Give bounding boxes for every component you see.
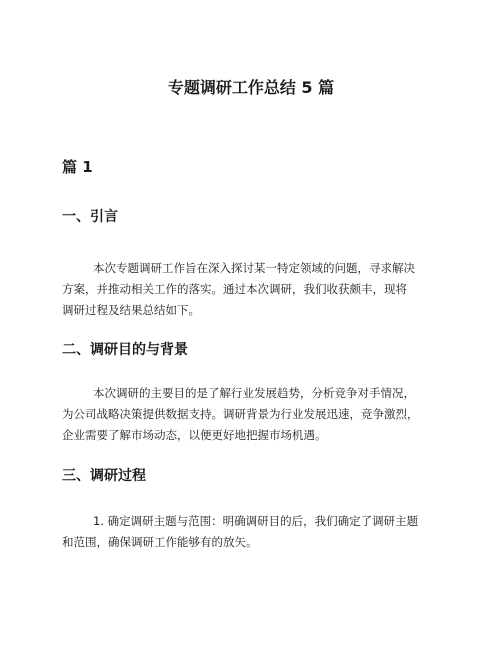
section-paragraph-process [62, 511, 442, 553]
section-heading-process: 三、调研过程 [62, 468, 146, 484]
paragraph-line: 和范围，确保调研工作能够有的放矢。 [62, 535, 258, 549]
section-heading-purpose: 二、调研目的与背景 [62, 342, 188, 358]
paragraph-line: 方案，并推动相关工作的落实。通过本次调研，我们收获颇丰，现将 [62, 282, 407, 296]
paragraph-line: 本次调研的主要目的是了解行业发展趋势，分析竞争对手情况， [93, 386, 415, 400]
section-paragraph-introduction [62, 258, 442, 321]
paragraph-line: 企业需要了解市场动态，以便更好地把握市场机遇。 [62, 428, 327, 442]
document-title: 专题调研工作总结 5 篇 [167, 78, 335, 97]
part-label: 篇 1 [62, 158, 93, 176]
section-heading-introduction: 一、引言 [62, 209, 118, 225]
paragraph-line: 为公司战略决策提供数据支持。调研背景为行业发展迅速，竞争激烈， [62, 407, 419, 421]
paragraph-line: 1. 确定调研主题与范围：明确调研目的后，我们确定了调研主题 [93, 514, 419, 528]
section-paragraph-purpose [62, 383, 442, 446]
paragraph-line: 本次专题调研工作旨在深入探讨某一特定领域的问题，寻求解决 [93, 261, 415, 275]
paragraph-line: 调研过程及结果总结如下。 [62, 303, 200, 317]
